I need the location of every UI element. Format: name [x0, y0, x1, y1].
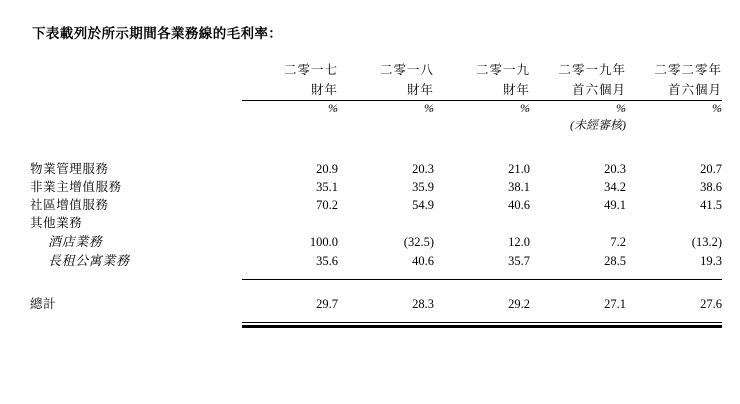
row-4-value-4: (13.2)	[691, 235, 722, 249]
header-label-cell-2	[30, 80, 242, 100]
note-cell-1	[242, 116, 338, 133]
gap-cell-3	[30, 312, 722, 322]
table-row	[30, 213, 722, 231]
row-2-value-2: 40.6	[508, 198, 530, 212]
unit-row	[30, 101, 722, 116]
row-2-value-3: 49.1	[604, 198, 626, 212]
row-0-value-3: 20.3	[604, 162, 626, 176]
total-value-1: 28.3	[412, 297, 434, 311]
row-2-value-1: 54.9	[412, 198, 434, 212]
column-header-5-line1: 二零二零年	[654, 63, 722, 77]
header-label-cell	[30, 60, 242, 80]
unit-label-spacer	[30, 101, 242, 116]
column-header-2-line2: 財年	[406, 83, 434, 97]
table-total-row	[30, 294, 722, 312]
table-header-row-1	[30, 60, 722, 80]
row-4-value-1: (32.5)	[403, 235, 434, 249]
row-5-value-1: 40.6	[412, 254, 434, 268]
row-label-2: 社區增值服務	[30, 198, 109, 212]
double-rule-4	[530, 322, 626, 328]
table-row	[30, 159, 722, 177]
gap-cell	[30, 269, 722, 279]
row-label-0: 物業管理服務	[30, 162, 109, 176]
column-header-4-line2: 首六個月	[571, 83, 626, 97]
column-header-1-line2: 財年	[310, 83, 338, 97]
row-1-value-2: 38.1	[508, 180, 530, 194]
double-rule-5	[626, 322, 722, 328]
table-row	[30, 177, 722, 195]
gap-after-subtotal-rule	[30, 280, 722, 294]
double-rule-2	[338, 322, 434, 328]
total-value-2: 29.2	[508, 297, 530, 311]
row-4-value-2: 12.0	[508, 235, 530, 249]
note-cell-3	[434, 116, 530, 133]
row-5-value-2: 35.7	[508, 254, 530, 268]
row-3-value-4	[626, 213, 722, 231]
note-label-spacer	[30, 116, 242, 133]
row-5-value-4: 19.3	[700, 254, 722, 268]
row-2-value-0: 70.2	[316, 198, 338, 212]
unit-cell-1: %	[328, 101, 338, 115]
row-0-value-4: 20.7	[700, 162, 722, 176]
unit-cell-3: %	[520, 101, 530, 115]
gap-before-subtotal-rule	[30, 269, 722, 279]
row-3-value-0	[242, 213, 338, 231]
row-1-value-4: 38.6	[700, 180, 722, 194]
row-0-value-2: 21.0	[508, 162, 530, 176]
row-4-value-0: 100.0	[309, 235, 338, 249]
column-header-5-line2: 首六個月	[667, 83, 722, 97]
double-rule-1	[242, 322, 338, 328]
unit-cell-5: %	[712, 101, 722, 115]
row-0-value-0: 20.9	[316, 162, 338, 176]
column-header-3-line1: 二零一九	[475, 63, 530, 77]
column-header-2-line1: 二零一八	[379, 63, 434, 77]
table-header-row-2	[30, 80, 722, 100]
note-cell-5	[626, 116, 722, 133]
gap-cell-2	[30, 280, 722, 294]
unit-cell-2: %	[424, 101, 434, 115]
spacer-cell	[30, 133, 722, 159]
table-row	[30, 231, 722, 250]
total-value-0: 29.7	[316, 297, 338, 311]
note-cell-4: (未經審核)	[570, 118, 626, 132]
row-3-value-3	[530, 213, 626, 231]
column-header-3-line2: 財年	[502, 83, 530, 97]
row-label-4: 酒店業務	[48, 234, 103, 249]
row-3-value-2	[434, 213, 530, 231]
row-label-5: 長租公寓業務	[48, 253, 130, 268]
row-1-value-1: 35.9	[412, 180, 434, 194]
double-rule-row	[30, 322, 722, 328]
gap-before-double-rule	[30, 312, 722, 322]
table-row	[30, 195, 722, 213]
column-header-1-line1: 二零一七	[283, 63, 338, 77]
row-5-value-0: 35.6	[316, 254, 338, 268]
note-row	[30, 116, 722, 133]
double-rule-3	[434, 322, 530, 328]
row-1-value-0: 35.1	[316, 180, 338, 194]
double-rule-spacer	[30, 322, 242, 328]
row-1-value-3: 34.2	[604, 180, 626, 194]
row-3-value-1	[338, 213, 434, 231]
row-4-value-3: 7.2	[610, 235, 626, 249]
total-label: 總計	[30, 297, 57, 311]
row-5-value-3: 28.5	[604, 254, 626, 268]
total-value-4: 27.6	[700, 297, 722, 311]
row-2-value-4: 41.5	[700, 198, 722, 212]
row-label-1: 非業主增值服務	[30, 180, 122, 194]
table-row	[30, 250, 722, 269]
gross-margin-table	[30, 60, 722, 328]
row-label-3: 其他業務	[30, 216, 83, 230]
spacer-row-top	[30, 133, 722, 159]
row-0-value-1: 20.3	[412, 162, 434, 176]
total-value-3: 27.1	[604, 297, 626, 311]
unit-cell-4: %	[616, 101, 626, 115]
intro-paragraph: 下表載列於所示期間各業務線的毛利率：	[32, 26, 283, 41]
column-header-4-line1: 二零一九年	[558, 63, 626, 77]
note-cell-2	[338, 116, 434, 133]
